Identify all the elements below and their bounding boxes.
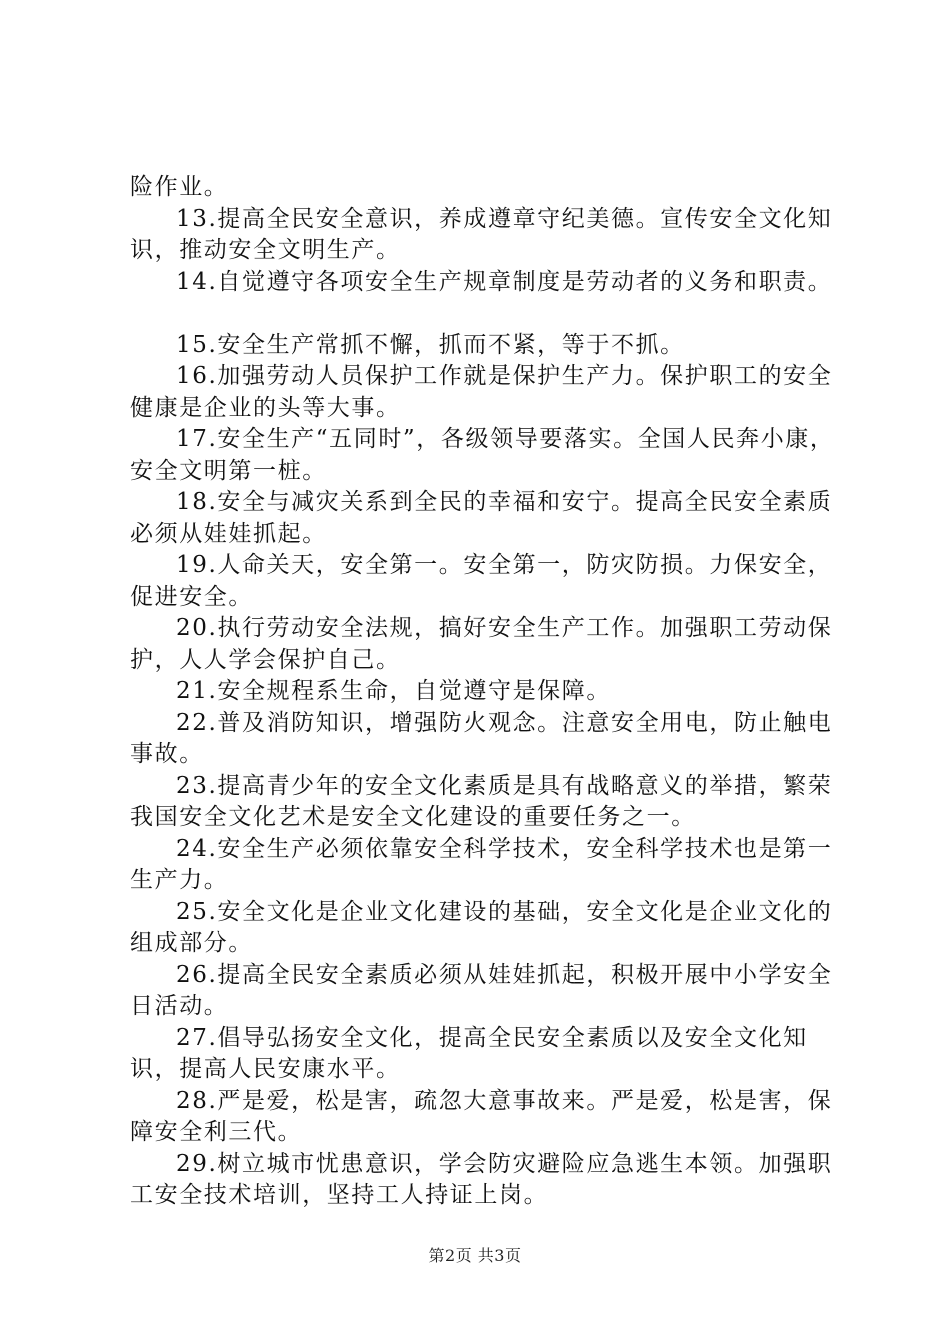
paragraph-item-14: 14.自觉遵守各项安全生产规章制度是劳动者的义务和职责。 bbox=[176, 268, 833, 295]
paragraph-item-19: 19.人命关天，安全第一。安全第一，防灾防损。力保安全，促进安全。 bbox=[130, 552, 833, 610]
paragraph-item-28: 28.严是爱，松是害，疏忽大意事故来。严是爱，松是害，保障安全利三代。 bbox=[130, 1087, 833, 1145]
paragraph-item-25: 25.安全文化是企业文化建设的基础，安全文化是企业文化的组成部分。 bbox=[130, 898, 833, 956]
paragraph-item-27: 27.倡导弘扬安全文化，提高全民安全素质以及安全文化知识，提高人民安康水平。 bbox=[130, 1024, 808, 1082]
document-body bbox=[130, 172, 836, 1212]
paragraph-item-20: 20.执行劳动安全法规，搞好安全生产工作。加强职工劳动保护，人人学会保护自己。 bbox=[130, 615, 833, 673]
paragraph-continuation: 险作业。 bbox=[130, 174, 229, 200]
paragraph-item-24: 24.安全生产必须依靠安全科学技术，安全科学技术也是第一生产力。 bbox=[130, 835, 833, 893]
paragraph-item-18: 18.安全与减灾关系到全民的幸福和安宁。提高全民安全素质必须从娃娃抓起。 bbox=[130, 489, 833, 547]
paragraph-item-17: 17.安全生产“五同时”，各级领导要落实。全国人民奔小康，安全文明第一桩。 bbox=[130, 426, 835, 484]
page-footer: 第2页 共3页 bbox=[428, 1246, 522, 1265]
paragraph-item-22: 22.普及消防知识，增强防火观念。注意安全用电，防止触电事故。 bbox=[130, 709, 833, 767]
blank-line bbox=[130, 298, 836, 330]
paragraph-item-13: 13.提高全民安全意识，养成遵章守纪美德。宣传安全文化知识，推动安全文明生产。 bbox=[130, 205, 833, 263]
paragraph-item-21: 21.安全规程系生命，自觉遵守是保障。 bbox=[176, 678, 611, 704]
paragraph-item-16: 16.加强劳动人员保护工作就是保护生产力。保护职工的安全健康是企业的头等大事。 bbox=[130, 363, 833, 421]
paragraph-item-26: 26.提高全民安全素质必须从娃娃抓起，积极开展中小学安全日活动。 bbox=[130, 961, 833, 1019]
paragraph-item-15: 15.安全生产常抓不懈，抓而不紧，等于不抓。 bbox=[176, 331, 685, 358]
paragraph-item-23: 23.提高青少年的安全文化素质是具有战略意义的举措，繁荣我国安全文化艺术是安全文化建设的重要任务之一。 bbox=[130, 772, 833, 830]
paragraph-item-29: 29.树立城市忧患意识，学会防灾避险应急逃生本领。加强职工安全技术培训，坚持工人持证上岗。 bbox=[130, 1150, 833, 1208]
